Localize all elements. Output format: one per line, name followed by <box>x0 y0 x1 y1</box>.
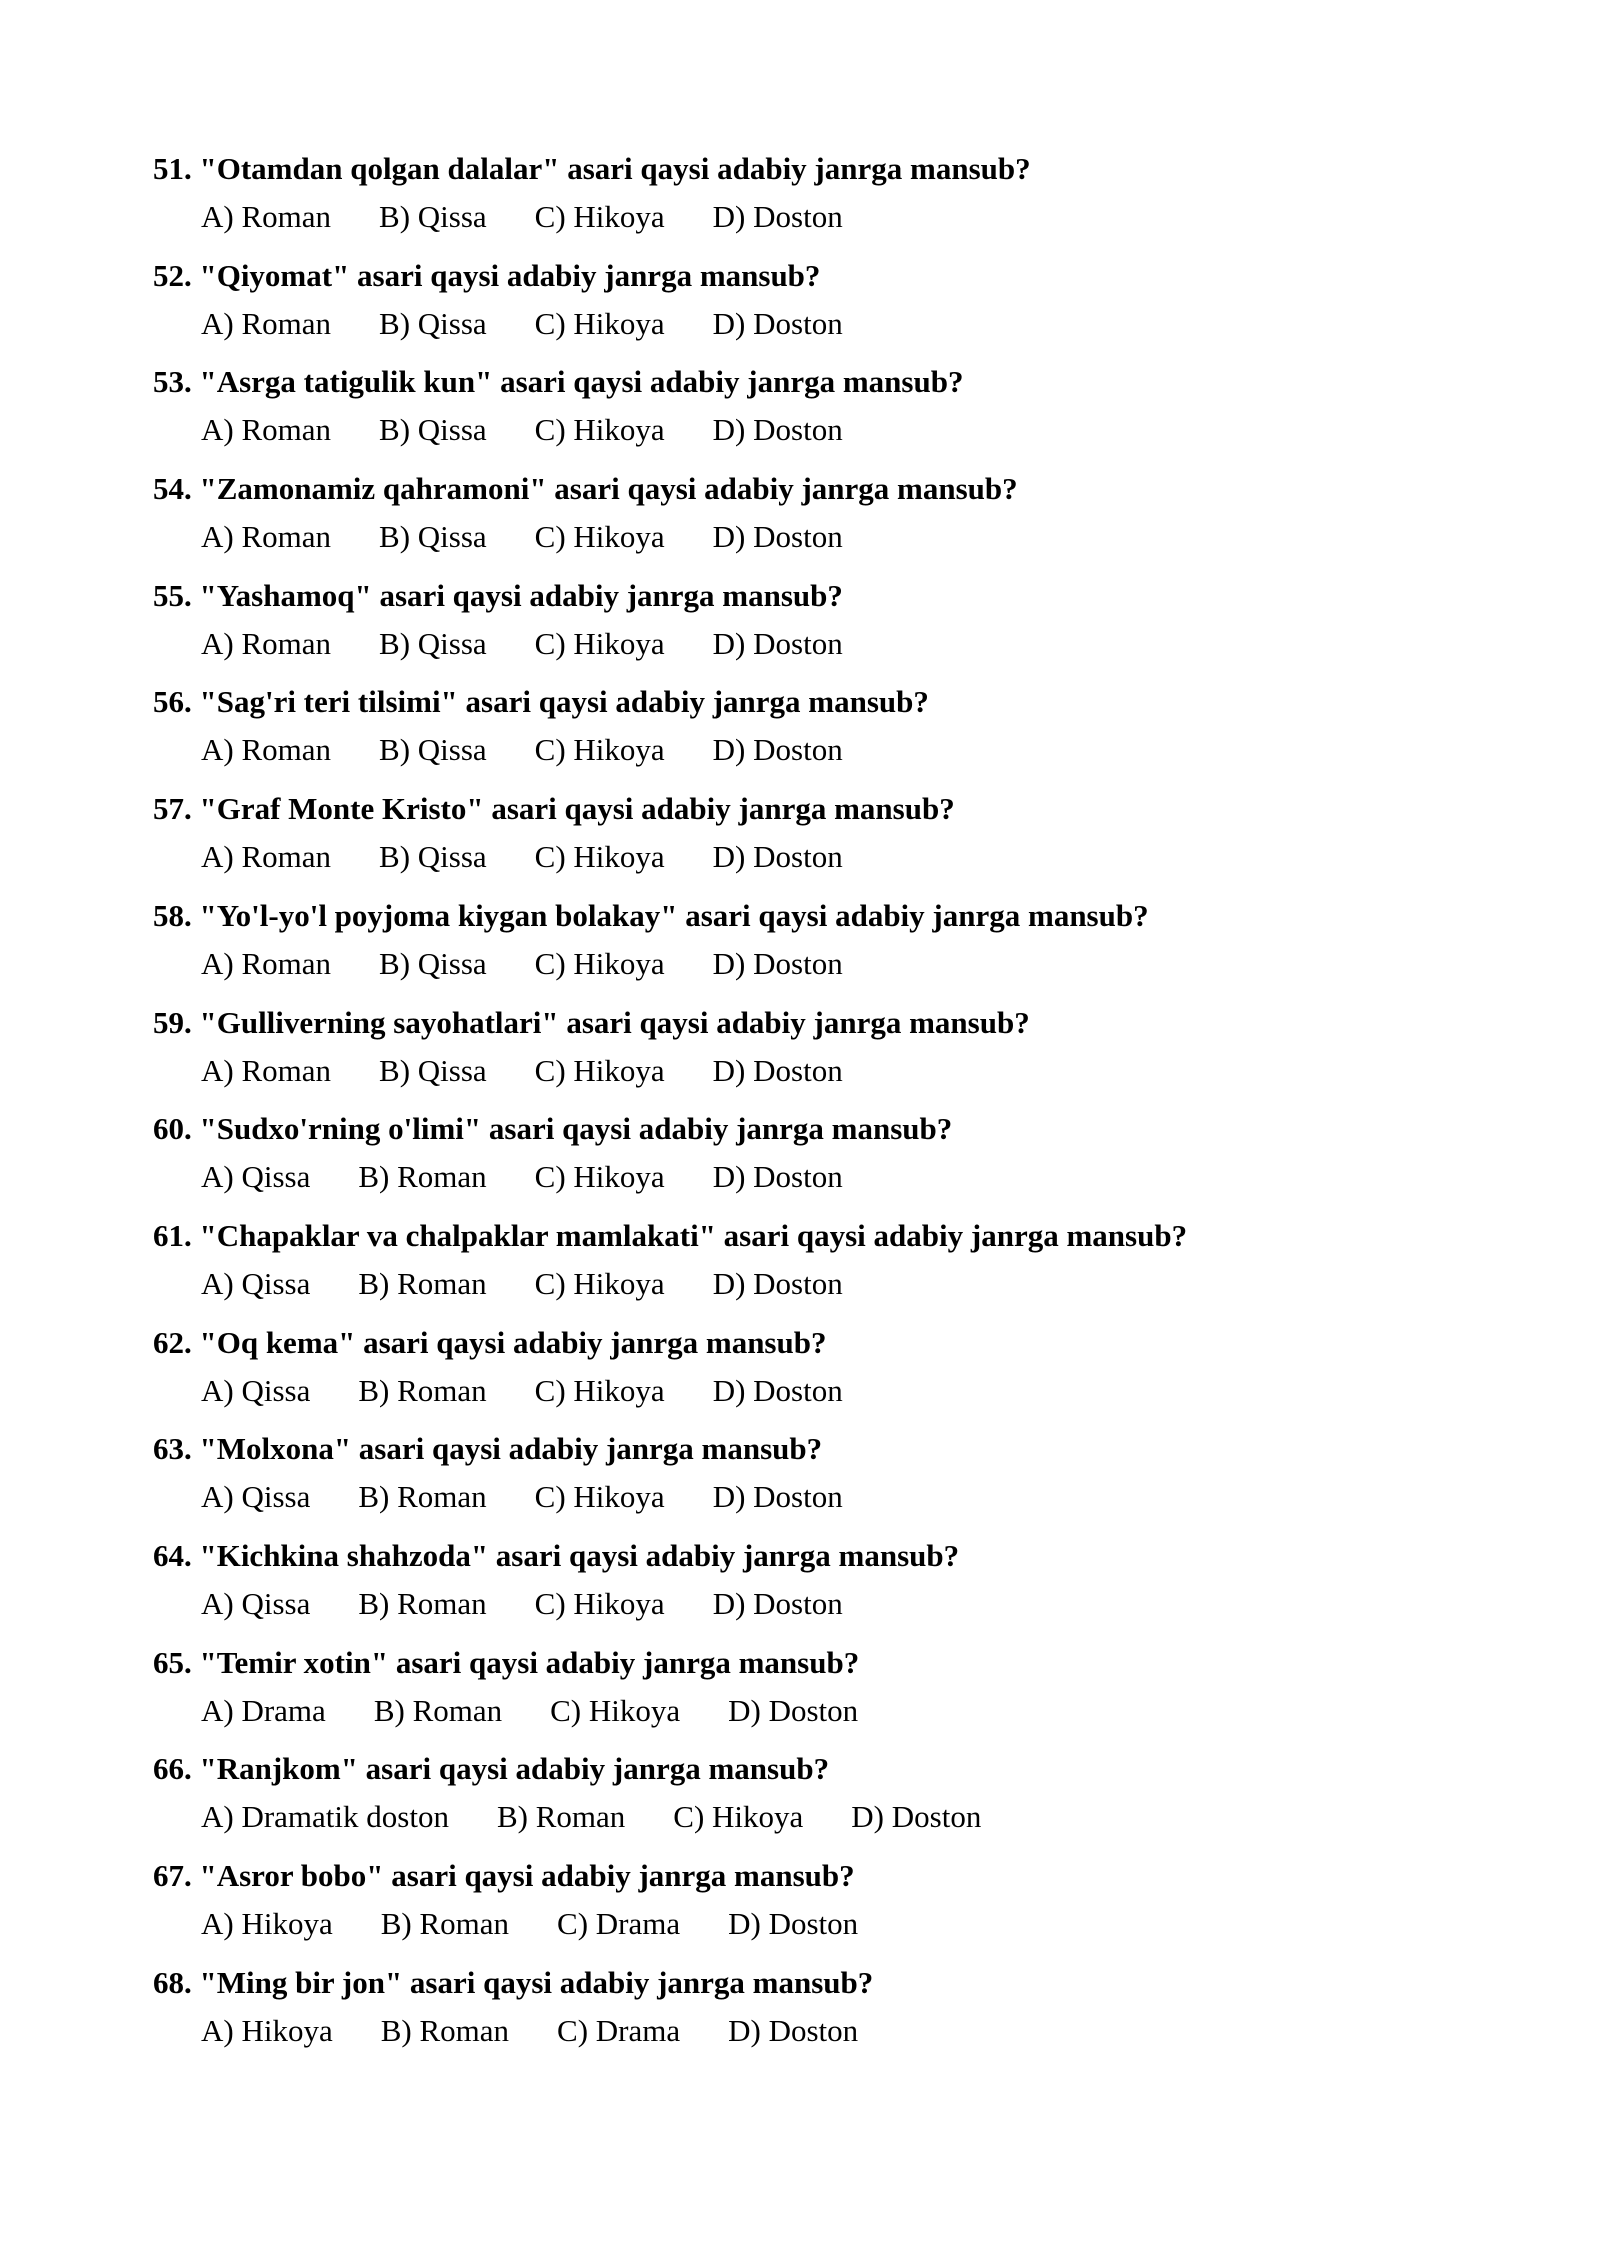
option-b: B) Qissa <box>379 305 487 341</box>
option-b: B) Roman <box>358 1265 487 1301</box>
option-b: B) Qissa <box>379 519 487 555</box>
question-list <box>153 145 1533 2065</box>
question-text <box>153 1425 1533 1473</box>
answer-options <box>201 513 1533 561</box>
option-d: D) Doston <box>712 1372 843 1408</box>
option-d: D) Doston <box>712 305 843 341</box>
option-b: B) Qissa <box>379 1052 487 1088</box>
question-prompt: "Yashamoq" asari qaysi adabiy janrga mansub? <box>199 577 843 613</box>
question-prompt: "Zamonamiz qahramoni" asari qaysi adabiy janrga mansub? <box>199 471 1018 507</box>
question-text <box>153 1212 1533 1260</box>
option-a: A) Dramatik doston <box>201 1799 449 1835</box>
option-c: C) Hikoya <box>534 305 665 341</box>
question-item <box>153 252 1533 359</box>
question-number: 62. <box>153 1324 192 1360</box>
question-text <box>153 358 1533 406</box>
option-c: C) Hikoya <box>534 1052 665 1088</box>
answer-options <box>201 1047 1533 1095</box>
option-b: B) Qissa <box>379 732 487 768</box>
question-item <box>153 572 1533 679</box>
option-a: A) Hikoya <box>201 2012 333 2048</box>
option-c: C) Hikoya <box>534 199 665 234</box>
option-c: C) Hikoya <box>534 1265 665 1301</box>
question-text <box>153 572 1533 620</box>
answer-options <box>201 833 1533 881</box>
question-item <box>153 678 1533 785</box>
question-text <box>153 1745 1533 1793</box>
answer-options <box>201 620 1533 668</box>
question-prompt: "Sag'ri teri tilsimi" asari qaysi adabiy janrga mansub? <box>199 684 929 720</box>
question-prompt: "Ranjkom" asari qaysi adabiy janrga mansub? <box>199 1751 830 1787</box>
option-c: C) Hikoya <box>534 945 665 981</box>
question-number: 52. <box>153 257 192 293</box>
option-b: B) Qissa <box>379 945 487 981</box>
question-text <box>153 892 1533 940</box>
option-b: B) Roman <box>380 2012 510 2048</box>
option-a: A) Roman <box>201 305 332 341</box>
option-d: D) Doston <box>712 945 843 981</box>
option-b: B) Qissa <box>379 625 487 661</box>
question-text <box>153 999 1533 1047</box>
option-c: C) Hikoya <box>534 625 665 661</box>
option-c: C) Hikoya <box>534 1479 665 1515</box>
answer-options <box>201 1473 1533 1521</box>
question-item <box>153 1319 1533 1426</box>
question-number: 63. <box>153 1431 192 1467</box>
question-text <box>153 1852 1533 1900</box>
option-a: A) Roman <box>201 412 332 448</box>
option-c: C) Hikoya <box>673 1799 804 1835</box>
option-b: B) Qissa <box>379 199 487 234</box>
option-b: B) Qissa <box>379 839 487 875</box>
question-text <box>153 465 1533 513</box>
option-a: A) Roman <box>201 625 332 661</box>
question-text <box>153 1319 1533 1367</box>
answer-options <box>201 1367 1533 1415</box>
option-a: A) Hikoya <box>201 1906 333 1941</box>
option-d: D) Doston <box>712 1585 843 1621</box>
question-number: 60. <box>153 1111 192 1147</box>
option-c: C) Hikoya <box>534 412 665 448</box>
question-prompt: "Sudxo'rning o'limi" asari qaysi adabiy janrga mansub? <box>199 1111 953 1147</box>
option-d: D) Doston <box>712 1052 843 1088</box>
option-b: B) Roman <box>358 1159 487 1195</box>
question-item <box>153 1212 1533 1319</box>
option-d: D) Doston <box>712 412 843 448</box>
answer-options <box>201 940 1533 988</box>
question-number: 68. <box>153 1964 192 2000</box>
answer-options <box>201 1153 1533 1201</box>
question-number: 67. <box>153 1858 192 1893</box>
option-c: C) Hikoya <box>534 1159 665 1195</box>
option-c: C) Drama <box>557 2012 681 2048</box>
question-prompt: "Qiyomat" asari qaysi adabiy janrga mansub? <box>199 257 821 293</box>
option-d: D) Doston <box>728 1692 859 1728</box>
option-a: A) Qissa <box>201 1372 311 1408</box>
question-text <box>153 1959 1533 2007</box>
option-d: D) Doston <box>728 2012 859 2048</box>
option-a: A) Drama <box>201 1692 326 1728</box>
question-prompt: "Otamdan qolgan dalalar" asari qaysi adabiy janrga mansub? <box>199 151 1031 186</box>
question-prompt: "Temir xotin" asari qaysi adabiy janrga mansub? <box>199 1644 860 1680</box>
answer-options <box>201 193 1533 241</box>
question-number: 51. <box>153 151 192 186</box>
option-d: D) Doston <box>851 1799 982 1835</box>
question-prompt: "Asrga tatigulik kun" asari qaysi adabiy janrga mansub? <box>199 364 964 400</box>
question-number: 58. <box>153 897 192 933</box>
answer-options <box>201 1580 1533 1628</box>
question-text <box>153 678 1533 726</box>
option-d: D) Doston <box>712 519 843 555</box>
answer-options <box>201 2007 1533 2055</box>
option-d: D) Doston <box>712 199 843 234</box>
question-item <box>153 892 1533 999</box>
option-a: A) Qissa <box>201 1159 311 1195</box>
answer-options <box>201 300 1533 348</box>
question-text <box>153 1639 1533 1687</box>
option-d: D) Doston <box>712 1265 843 1301</box>
question-prompt: "Yo'l-yo'l poyjoma kiygan bolakay" asari qaysi adabiy janrga mansub? <box>199 897 1149 933</box>
option-d: D) Doston <box>712 1159 843 1195</box>
option-a: A) Roman <box>201 199 332 234</box>
option-c: C) Hikoya <box>534 839 665 875</box>
question-text <box>153 1532 1533 1580</box>
option-b: B) Roman <box>496 1799 626 1835</box>
option-d: D) Doston <box>712 625 843 661</box>
option-c: C) Hikoya <box>550 1692 681 1728</box>
option-a: A) Qissa <box>201 1479 311 1515</box>
option-b: B) Roman <box>380 1906 510 1941</box>
option-a: A) Roman <box>201 1052 332 1088</box>
question-prompt: "Ming bir jon" asari qaysi adabiy janrga mansub? <box>199 1964 874 2000</box>
question-item <box>153 145 1533 252</box>
question-item <box>153 1105 1533 1212</box>
answer-options <box>201 1793 1533 1841</box>
question-item <box>153 465 1533 572</box>
option-d: D) Doston <box>712 1479 843 1515</box>
question-number: 55. <box>153 577 192 613</box>
question-number: 66. <box>153 1751 192 1787</box>
question-item <box>153 999 1533 1106</box>
question-number: 59. <box>153 1004 192 1040</box>
question-number: 54. <box>153 471 192 507</box>
question-number: 56. <box>153 684 192 720</box>
question-item <box>153 1639 1533 1746</box>
question-item <box>153 1852 1533 1959</box>
answer-options <box>201 1900 1533 1948</box>
question-prompt: "Kichkina shahzoda" asari qaysi adabiy janrga mansub? <box>199 1537 960 1573</box>
option-b: B) Roman <box>358 1585 487 1621</box>
question-number: 65. <box>153 1644 192 1680</box>
question-number: 57. <box>153 791 192 827</box>
option-a: A) Roman <box>201 519 332 555</box>
question-item <box>153 1425 1533 1532</box>
question-prompt: "Molxona" asari qaysi adabiy janrga mansub? <box>199 1431 823 1467</box>
option-d: D) Doston <box>712 839 843 875</box>
question-item <box>153 1532 1533 1639</box>
question-text <box>153 1105 1533 1153</box>
question-item <box>153 1959 1533 2066</box>
option-c: C) Hikoya <box>534 732 665 768</box>
question-text <box>153 145 1533 193</box>
option-b: B) Roman <box>358 1479 487 1515</box>
question-item <box>153 1745 1533 1852</box>
option-c: C) Drama <box>557 1906 681 1941</box>
option-b: B) Roman <box>373 1692 503 1728</box>
question-prompt: "Asror bobo" asari qaysi adabiy janrga mansub? <box>199 1858 855 1893</box>
option-d: D) Doston <box>728 1906 859 1941</box>
option-a: A) Qissa <box>201 1265 311 1301</box>
answer-options <box>201 406 1533 454</box>
option-a: A) Qissa <box>201 1585 311 1621</box>
question-prompt: "Gulliverning sayohatlari" asari qaysi adabiy janrga mansub? <box>199 1004 1030 1040</box>
question-number: 64. <box>153 1537 192 1573</box>
question-prompt: "Graf Monte Kristo" asari qaysi adabiy janrga mansub? <box>199 791 955 827</box>
option-d: D) Doston <box>712 732 843 768</box>
question-number: 53. <box>153 364 192 400</box>
option-b: B) Roman <box>358 1372 487 1408</box>
option-a: A) Roman <box>201 839 332 875</box>
question-text <box>153 785 1533 833</box>
option-c: C) Hikoya <box>534 1372 665 1408</box>
answer-options <box>201 1260 1533 1308</box>
option-a: A) Roman <box>201 732 332 768</box>
question-item <box>153 358 1533 465</box>
option-a: A) Roman <box>201 945 332 981</box>
question-item <box>153 785 1533 892</box>
question-prompt: "Chapaklar va chalpaklar mamlakati" asari qaysi adabiy janrga mansub? <box>199 1217 1188 1253</box>
option-c: C) Hikoya <box>534 1585 665 1621</box>
answer-options <box>201 726 1533 774</box>
option-b: B) Qissa <box>379 412 487 448</box>
answer-options <box>201 1687 1533 1735</box>
question-text <box>153 252 1533 300</box>
question-prompt: "Oq kema" asari qaysi adabiy janrga mansub? <box>199 1324 827 1360</box>
question-number: 61. <box>153 1217 192 1253</box>
option-c: C) Hikoya <box>534 519 665 555</box>
